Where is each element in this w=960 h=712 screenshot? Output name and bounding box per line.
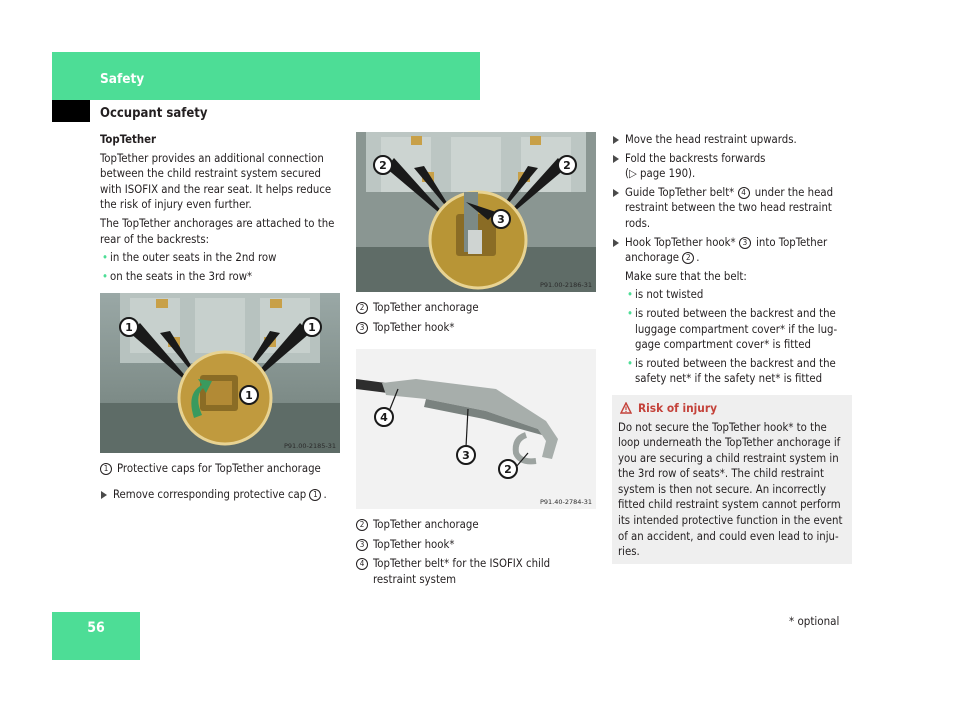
warning-title: Risk of injury bbox=[618, 401, 846, 417]
instruction-step: Fold the backrests forwards (▷ page 190). bbox=[612, 151, 852, 182]
figure-rear-seats-caps bbox=[100, 293, 340, 453]
instruction-step: Guide TopTether belt* 4 under the head restraint between the two head restraint rods. bbox=[612, 185, 852, 232]
figure-legend-item: 2 TopTether anchorage bbox=[356, 300, 596, 316]
page-reference-arrow-icon: ▷ bbox=[628, 167, 637, 181]
figure-legend-item: 3 TopTether hook* bbox=[356, 537, 596, 553]
list-item: • is routed between the backrest and the luggage compartment cover* if the lug-gage compartment cover* is fitted bbox=[625, 306, 852, 353]
arrow-icon bbox=[613, 189, 619, 197]
instruction-step: Move the head restraint upwards. bbox=[612, 132, 852, 148]
warning-text: Do not secure the TopTether hook* to the loop underneath the TopTether anchorage if you are securing a child restraint system in the 3rd row of seats*. The child restraint system is then not secure. An incorrectly fitted child restraint system cannot perform its intended protective function in the event of an accident, and could even lead to inju-ries. bbox=[618, 420, 843, 559]
arrow-icon bbox=[613, 136, 619, 144]
svg-text:3: 3 bbox=[462, 449, 470, 463]
page-number-box bbox=[52, 612, 140, 660]
svg-text:2: 2 bbox=[563, 159, 571, 172]
topic-heading: TopTether bbox=[100, 133, 157, 146]
section-header-bar bbox=[52, 52, 480, 100]
instruction-step: Hook TopTether hook* 3 into TopTether anchorage 2 . bbox=[612, 235, 852, 266]
figure-topTether-anchorage bbox=[356, 132, 596, 292]
anchorage-paragraph: The TopTether anchorages are attached to the rear of the backrests: bbox=[100, 216, 335, 246]
page-number: 56 bbox=[87, 620, 105, 636]
list-item: • is not twisted bbox=[625, 287, 852, 303]
figure-code: P91.40-2784-31 bbox=[539, 498, 592, 507]
arrow-icon bbox=[101, 491, 107, 499]
check-intro: Make sure that the belt: bbox=[625, 269, 747, 283]
figure-topTether-hook bbox=[356, 349, 596, 509]
column-1 bbox=[100, 132, 342, 503]
instruction-step: Remove corresponding protective cap 1 . bbox=[100, 487, 342, 503]
figure-legend-item: 3 TopTether hook* bbox=[356, 320, 596, 336]
footnote: * optional bbox=[789, 614, 840, 628]
figure-legend-item: 1 Protective caps for TopTether anchorage bbox=[100, 461, 342, 477]
warning-triangle-icon bbox=[620, 402, 632, 414]
figure-code: P91.00-2185-31 bbox=[283, 442, 336, 451]
arrow-icon bbox=[613, 155, 619, 163]
warning-box bbox=[612, 395, 852, 564]
arrow-icon bbox=[613, 239, 619, 247]
list-item: • is routed between the backrest and the safety net* if the safety net* is fitted bbox=[625, 356, 852, 387]
svg-text:2: 2 bbox=[379, 159, 387, 172]
column-3 bbox=[612, 132, 852, 564]
svg-text:3: 3 bbox=[497, 213, 505, 226]
svg-text:1: 1 bbox=[308, 321, 316, 335]
list-item: • in the outer seats in the 2nd row bbox=[100, 250, 342, 266]
svg-text:2: 2 bbox=[504, 463, 512, 477]
list-item: • on the seats in the 3rd row* bbox=[100, 269, 342, 285]
svg-text:4: 4 bbox=[380, 411, 388, 425]
column-2 bbox=[356, 132, 596, 588]
svg-text:1: 1 bbox=[125, 321, 133, 335]
section-title: Safety bbox=[100, 71, 145, 87]
figure-legend-item: 2 TopTether anchorage bbox=[356, 517, 596, 533]
subsection-title: Occupant safety bbox=[100, 106, 208, 121]
svg-text:1: 1 bbox=[245, 389, 253, 403]
header-marker bbox=[52, 100, 90, 122]
figure-legend-item: 4 TopTether belt* for the ISOFIX child restraint system bbox=[356, 556, 596, 587]
figure-code: P91.00-2186-31 bbox=[539, 281, 592, 289]
intro-paragraph: TopTether provides an additional connection between the child restraint system secured with ISOFIX and the rear seat. It helps reduce the risk of injury even further. bbox=[100, 151, 332, 212]
